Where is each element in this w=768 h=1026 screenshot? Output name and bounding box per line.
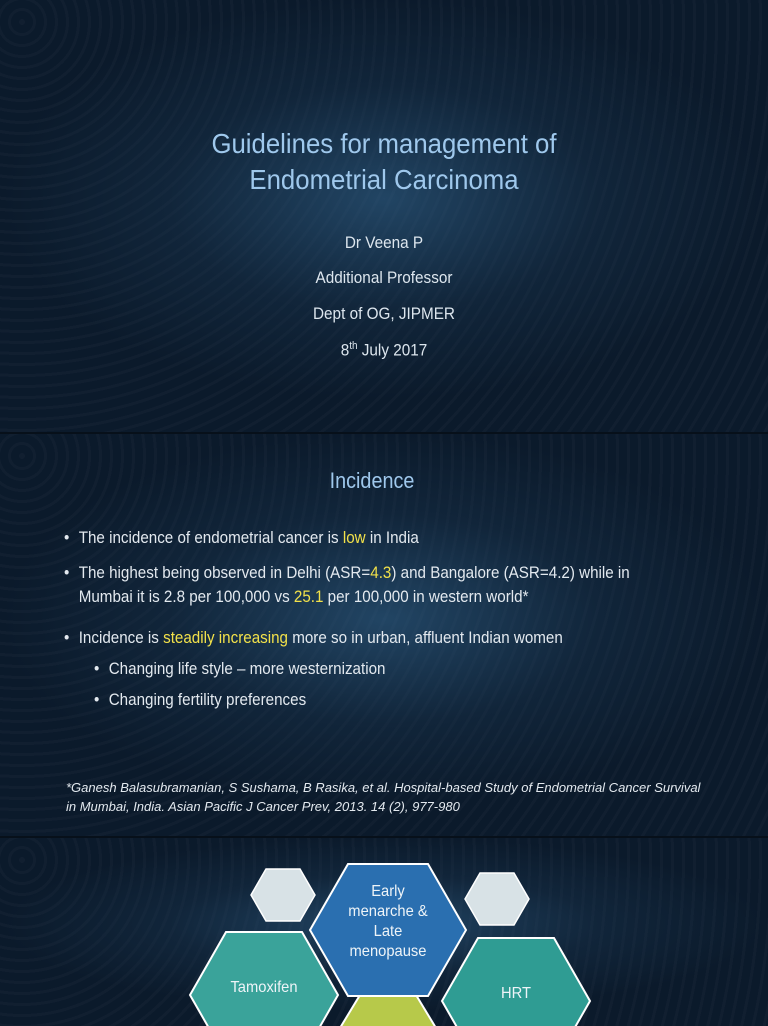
- hexagon-label-line: Early: [371, 883, 405, 900]
- date-month-year: July 2017: [357, 340, 428, 360]
- bullet-item: [64, 526, 653, 550]
- bullet-text: The incidence of endometrial cancer is: [78, 529, 343, 547]
- bullet-item: [64, 561, 653, 609]
- hexagon-label-line: Late: [373, 923, 403, 940]
- small-hexagon: [250, 868, 316, 922]
- sub-bullet-item: [94, 688, 683, 712]
- sub-bullet-item: [94, 657, 683, 681]
- bullet-dot: •: [64, 529, 70, 547]
- bullet-text: Incidence is: [78, 629, 164, 647]
- hexagon-label-line: menarche &: [348, 903, 428, 920]
- bullet-item: [64, 626, 653, 650]
- reference-citation: *Ganesh Balasubramanian, S Sushama, B Rasika, et al. Hospital-based Study of Endometrial Cancer Survival in Mumbai, India. Asian Pacific J Cancer Prev, 2013. 14 (2), 977-980: [66, 780, 701, 814]
- author-name: Dr Veena P: [344, 233, 424, 252]
- bullet-text: more so in urban, affluent Indian women: [287, 629, 563, 647]
- presentation-title: Guidelines for management of Endometrial Carcinoma: [211, 128, 557, 195]
- early-menarche-hexagon: [308, 862, 468, 998]
- date-suffix: th: [349, 340, 358, 352]
- slide-title: Incidence: [329, 468, 415, 493]
- bullet-dot: •: [94, 691, 100, 709]
- bullet-text: per 100,000 in western world*: [323, 588, 529, 606]
- highlight-text: low: [342, 529, 366, 547]
- bullet-text: ) and Bangalore (ASR=4.2) while in Mumbai it is 2.8 per 100,000 vs: [78, 564, 630, 606]
- title-slide: [0, 0, 768, 432]
- presentation-date: [38, 340, 729, 361]
- highlight-text: 4.3: [370, 564, 392, 582]
- sub-bullet-text: Changing life style – more westernization: [108, 660, 386, 678]
- sub-bullet-text: Changing fertility preferences: [108, 691, 307, 709]
- date-day: 8: [340, 340, 350, 360]
- bullet-text: The highest being observed in Delhi (ASR=: [78, 564, 371, 582]
- bullet-text: in India: [365, 529, 419, 547]
- highlight-text: 25.1: [293, 588, 324, 606]
- author-department: Dept of OG, JIPMER: [312, 304, 455, 323]
- highlight-text: steadily increasing: [163, 629, 288, 647]
- bullet-dot: •: [64, 629, 70, 647]
- bullet-dot: •: [94, 660, 100, 678]
- hexagon-label: Tamoxifen: [230, 979, 298, 996]
- bullet-dot: •: [64, 564, 70, 582]
- small-hexagon: [464, 872, 530, 926]
- hexagon-label-line: menopause: [349, 943, 427, 960]
- hexagon-label: HRT: [501, 985, 531, 1002]
- author-position: Additional Professor: [315, 268, 453, 287]
- incidence-slide: [0, 434, 768, 836]
- risk-factors-slide: [0, 838, 768, 1026]
